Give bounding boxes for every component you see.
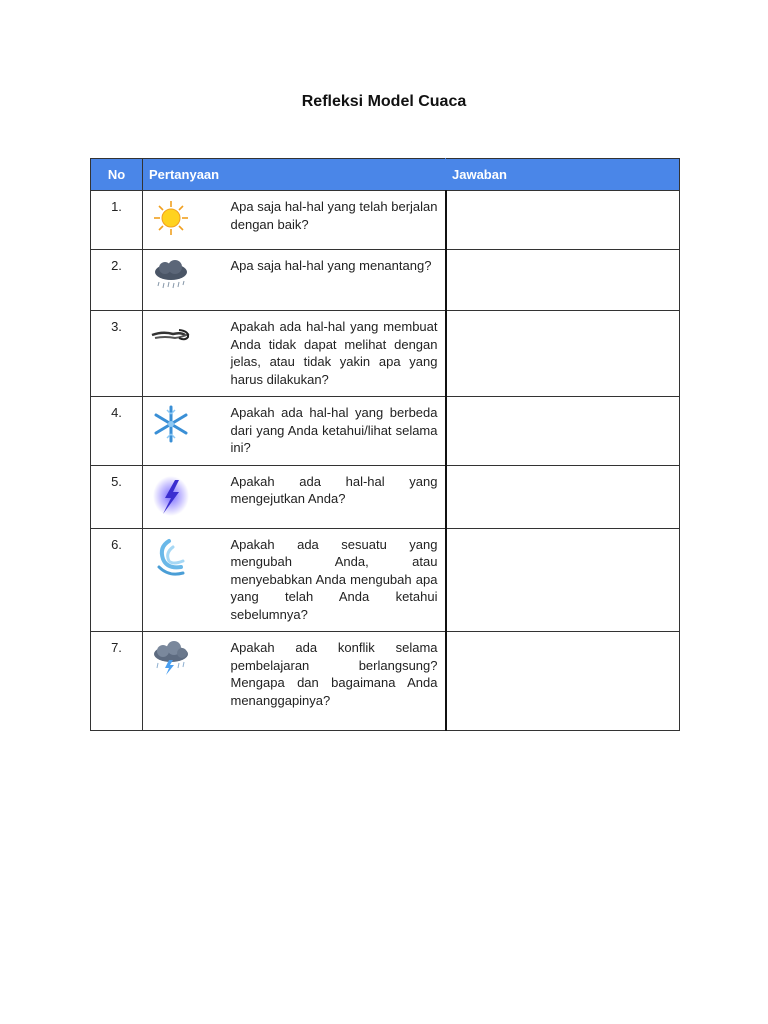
row-number: 4. xyxy=(91,397,143,466)
answer-cell[interactable] xyxy=(446,465,680,528)
table-row xyxy=(91,528,680,632)
snowflake-icon xyxy=(149,405,193,443)
answer-cell[interactable] xyxy=(446,632,680,731)
question-text: Apakah ada hal-hal yang membuat Anda tidak dapat melihat dengan jelas, atau tidak yakin apa yang harus dilakukan? xyxy=(225,311,446,397)
answer-cell[interactable] xyxy=(446,311,680,397)
row-number: 5. xyxy=(91,465,143,528)
row-number: 1. xyxy=(91,191,143,250)
table-row xyxy=(91,250,680,311)
question-text: Apa saja hal-hal yang telah berjalan dengan baik? xyxy=(225,191,446,250)
header-no: No xyxy=(91,159,143,191)
answer-cell[interactable] xyxy=(446,528,680,632)
table-header-row xyxy=(91,159,680,191)
rain-cloud-icon xyxy=(149,258,193,296)
storm-cloud-icon xyxy=(149,640,193,678)
sun-icon xyxy=(149,199,193,237)
answer-cell[interactable] xyxy=(446,250,680,311)
header-answer: Jawaban xyxy=(446,159,680,191)
table-row xyxy=(91,465,680,528)
table-row xyxy=(91,632,680,731)
header-question: Pertanyaan xyxy=(143,159,446,191)
table-row xyxy=(91,397,680,466)
whirlwind-icon xyxy=(149,537,193,581)
row-number: 3. xyxy=(91,311,143,397)
question-text: Apakah ada hal-hal yang mengejutkan Anda? xyxy=(225,465,446,528)
page-title: Refleksi Model Cuaca xyxy=(301,93,467,110)
fog-icon xyxy=(149,319,193,357)
reflection-table xyxy=(90,158,680,731)
row-number: 7. xyxy=(91,632,143,731)
row-number: 2. xyxy=(91,250,143,311)
question-text: Apakah ada hal-hal yang berbeda dari yang Anda ketahui/lihat selama ini? xyxy=(225,397,446,466)
row-number: 6. xyxy=(91,528,143,632)
question-text: Apakah ada konflik selama pembelajaran berlangsung? Mengapa dan bagaimana Anda menanggapinya? xyxy=(225,632,446,731)
table-row xyxy=(91,311,680,397)
lightning-icon xyxy=(149,474,193,518)
answer-cell[interactable] xyxy=(446,397,680,466)
question-text: Apakah ada sesuatu yang mengubah Anda, atau menyebabkan Anda mengubah apa yang telah Anda ketahui sebelumnya? xyxy=(225,528,446,632)
answer-cell[interactable] xyxy=(446,191,680,250)
question-text: Apa saja hal-hal yang menantang? xyxy=(225,250,446,311)
table-row xyxy=(91,191,680,250)
